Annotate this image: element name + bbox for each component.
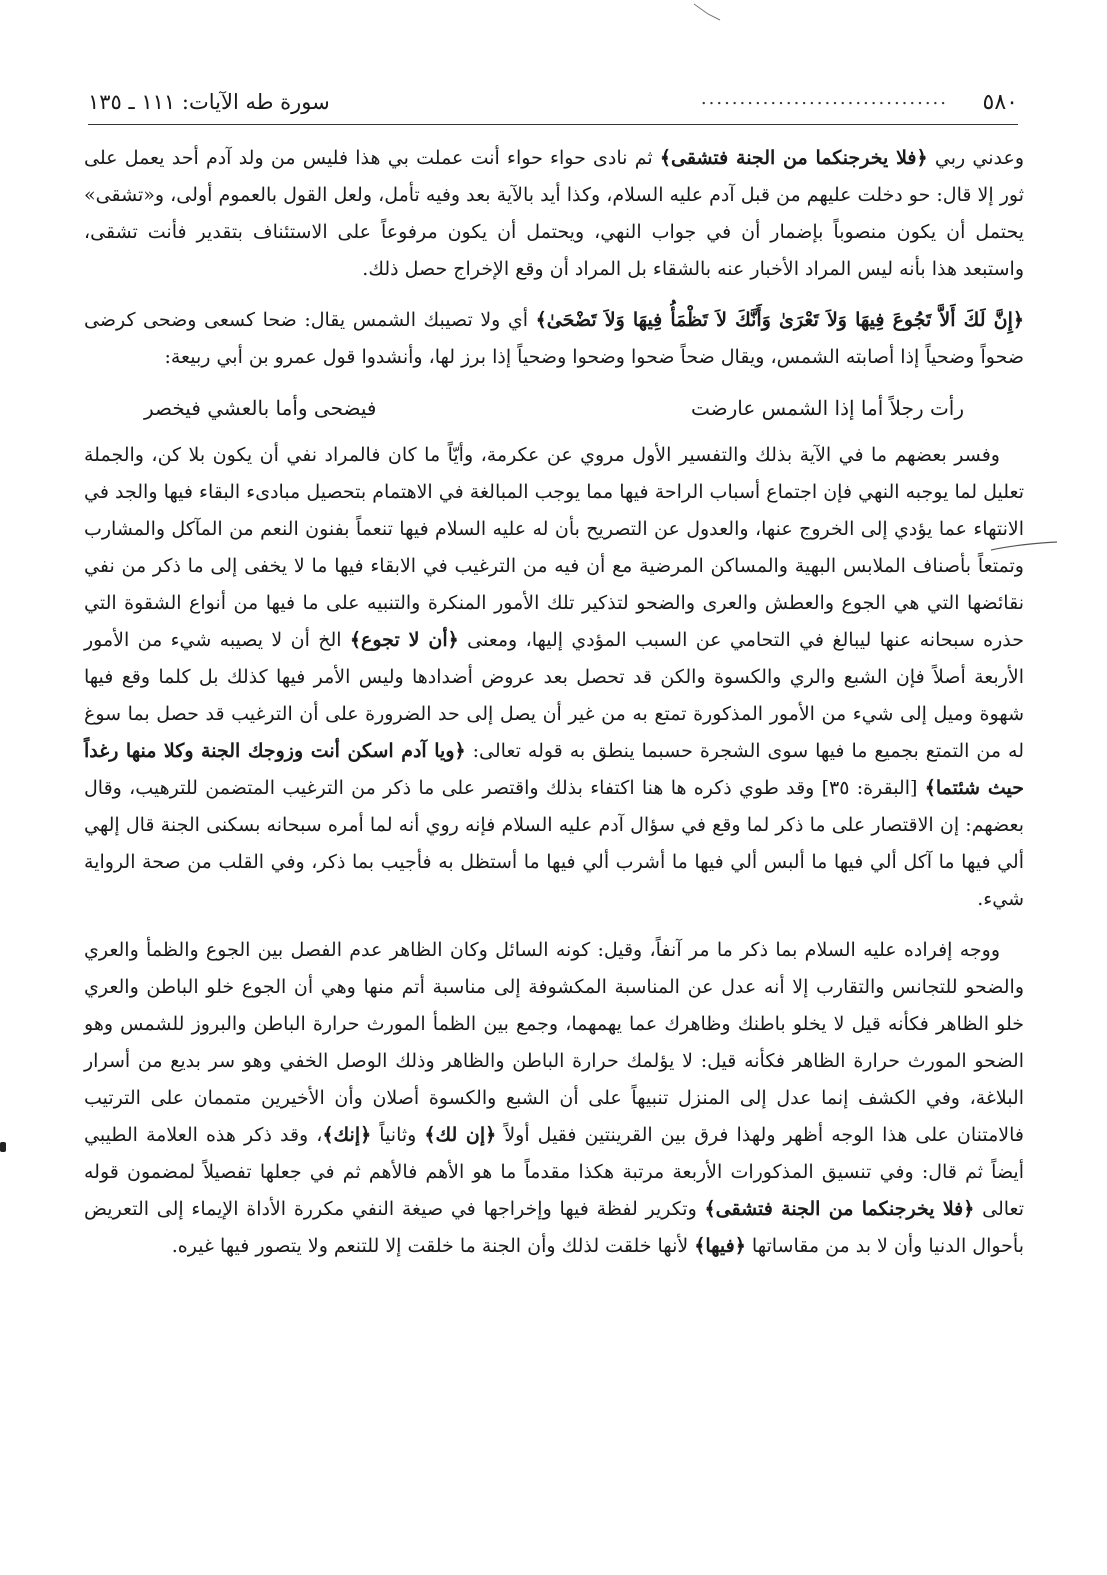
text-run: ، وقد ذكر هذه العلامة الطيبي أيضاً ثم قال: وفي تنسيق المذكورات الأربعة مرتبة هكذا مقدماً ما هو الأهم فالأهم ثم في جعلها تفصيلاً لمضمون قوله تعالى xyxy=(84,1124,1024,1220)
paragraph-4 xyxy=(84,932,1024,1265)
text-run: أي ولا تصيبك الشمس يقال: ضحا كسعى وضحى كرضى ضحواً وضحياً إذا أصابته الشمس، ويقال ضحاً ضحوا وضحوا وضحياً إذا برز لها، وأنشدوا قول عمرو بن أبي ربيعة: xyxy=(84,309,1024,368)
quran-quote: ﴿فلا يخرجنكما من الجنة فتشقى﴾ xyxy=(659,147,928,169)
quran-quote: ﴿فيها﴾ xyxy=(694,1235,746,1257)
text-run: وثانياً xyxy=(371,1124,425,1146)
quran-verse: ﴿إِنَّ لَكَ أَلاَّ تَجُوعَ فِيهَا وَلاَ تَعْرَىٰ وَأَنَّكَ لاَ تَظْمَأُ فِيهَا وَلاَ تَضْحَىٰ﴾ xyxy=(535,309,1024,331)
page-body xyxy=(84,140,1024,1265)
page-header xyxy=(88,84,1018,125)
text-run: وتكرير لفظة فيها وإخراجها في صيغة النفي مكررة الأداة الإيماء إلى التعريض بأحوال الدنيا وأن لا بد من مقاساتها xyxy=(84,1198,1024,1257)
paragraph-2 xyxy=(84,302,1024,376)
header-leader-dots: ................................ xyxy=(700,88,948,109)
text-run: لأنها خلقت لذلك وأن الجنة ما خلقت إلا للتنعم ولا يتصور فيها غيره. xyxy=(171,1235,695,1257)
quran-quote: ﴿فلا يخرجنكما من الجنة فتشقى﴾ xyxy=(704,1198,975,1220)
margin-dot xyxy=(0,1142,6,1152)
poetry-verse xyxy=(144,390,964,427)
verse-second-hemistich: فيضحى وأما بالعشي فيخصر xyxy=(144,396,377,420)
paragraph-1 xyxy=(84,140,1024,288)
text-run: [البقرة: ٣٥] وقد طوي ذكره ها هنا اكتفاء بذلك واقتصر على ما ذكر من الترغيب المتضمن للترهيب، وقال بعضهم: إن الاقتصار على ما ذكر لما وقع في سؤال آدم عليه السلام فإنه روي أنه لما أمره سبحانه بسكنى الجنة قال إلهي ألي فيها ما آكل ألي فيها ما ألبس ألي فيها ما أشرب ألي فيها ما أستظل به فأجيب بما ذكر، وفي القلب من صحة الرواية شيء. xyxy=(84,777,1024,910)
quran-quote: ﴿إن لك﴾ xyxy=(424,1124,497,1146)
running-title: سورة طه الآيات: ١١١ ـ ١٣٥ xyxy=(88,90,330,114)
text-run: ثم نادى حواء حواء أنت عملت بي هذا فليس من ولد آدم أحد يعمل على ثور إلا قال: حو دخلت عليهم من قبل آدم عليه السلام، وكذا أيد بالآية بعد وفيه تأمل، ولعل القول بالعموم أولى، و«تشقى» يحتمل أن يكون منصوباً بإضمار أن في جواب النهي، ويحتمل أن يكون مرفوعاً على الاستئناف بتقدير فأنت تشقى، واستبعد هذا بأنه ليس المراد الأخبار عنه بالشقاء بل المراد أن وقع الإخراج حصل ذلك. xyxy=(84,147,1024,280)
quran-quote: ﴿ويا آدم اسكن أنت وزوجك الجنة وكلا منها رغداً حيث شئتما﴾ xyxy=(84,740,1024,799)
text-run: الخ أن لا يصيبه شيء من الأمور الأربعة أصلاً فإن الشبع والري والكسوة والكن قد تحصل بعد عروض أضدادها وليس الأمر فيها كذلك بل كلما وقع فيها شهوة وميل إلى شيء من الأمور المذكورة تمتع به من غير أن يصل إلى حد الضرورة على أن الترغيب قد حصل بما سوغ له من التمتع بجميع ما فيها سوى الشجرة حسبما ينطق به قوله تعالى: xyxy=(84,629,1024,762)
pen-stroke-mark xyxy=(989,540,1059,554)
page-number: ٥٨٠ xyxy=(982,90,1018,115)
paragraph-3 xyxy=(84,437,1024,918)
text-run: وفسر بعضهم ما في الآية بذلك والتفسير الأول مروي عن عكرمة، وأيّاً ما كان فالمراد نفي أن يكون بلا كن، والجملة تعليل لما يوجبه النهي فإن اجتماع أسباب الراحة فيها مما يوجب المبالغة في الاهتمام بتحصيل مبادىء البقاء فيها والجد في الانتهاء عما يؤدي إلى الخروج عنها، والعدول عن التصريح بأن له عليه السلام فيها تنعماً بفنون النعم من المآكل والمشارب وتمتعاً بأصناف الملابس البهية والمساكن المرضية مع أن فيه من الترغيب في الابقاء فيها ما لا يخفى إلى ما ذكر من نفي نقائضها التي هي الجوع والعطش والعرى والضحو لتذكير تلك الأمور المنكرة والتنبيه على ما فيها من أنواع الشقوة التي حذره سبحانه عنها ليبالغ في التحامي عن السبب المؤدي إليها، ومعنى xyxy=(84,444,1025,651)
quran-quote: ﴿إنك﴾ xyxy=(322,1124,372,1146)
scan-mark xyxy=(690,0,730,22)
verse-first-hemistich: رأت رجلاً أما إذا الشمس عارضت xyxy=(690,396,964,420)
text-run: ووجه إفراده عليه السلام بما ذكر ما مر آنفاً، وقيل: كونه السائل وكان الظاهر عدم الفصل بين الجوع والظمأ والعري والضحو للتجانس والتقارب إلا أنه عدل عن المناسبة المكشوفة إلى مناسبة أتم منها وهي أن الجوع خلو الباطن والعري خلو الظاهر فكأنه قيل لا يخلو باطنك وظاهرك عما يهمهما، وجمع بين الظمأ المورث حرارة الباطن والبروز للشمس وهو الضحو المورث حرارة الظاهر فكأنه قيل: لا يؤلمك حرارة الباطن والظاهر وذلك الوصل الخفي وهو سر بديع من أسرار البلاغة، وفي الكشف إنما عدل إلى المنزل تنبيهاً على أن الشبع والكسوة أصلان وأن الأخيرين متممان على الترتيب فالامتنان على هذا الوجه أظهر ولهذا فرق بين القرينتين فقيل أولاً xyxy=(84,939,1024,1146)
text-run: وعدني ربي xyxy=(927,147,1024,169)
quran-quote: ﴿أن لا تجوع﴾ xyxy=(349,629,459,651)
